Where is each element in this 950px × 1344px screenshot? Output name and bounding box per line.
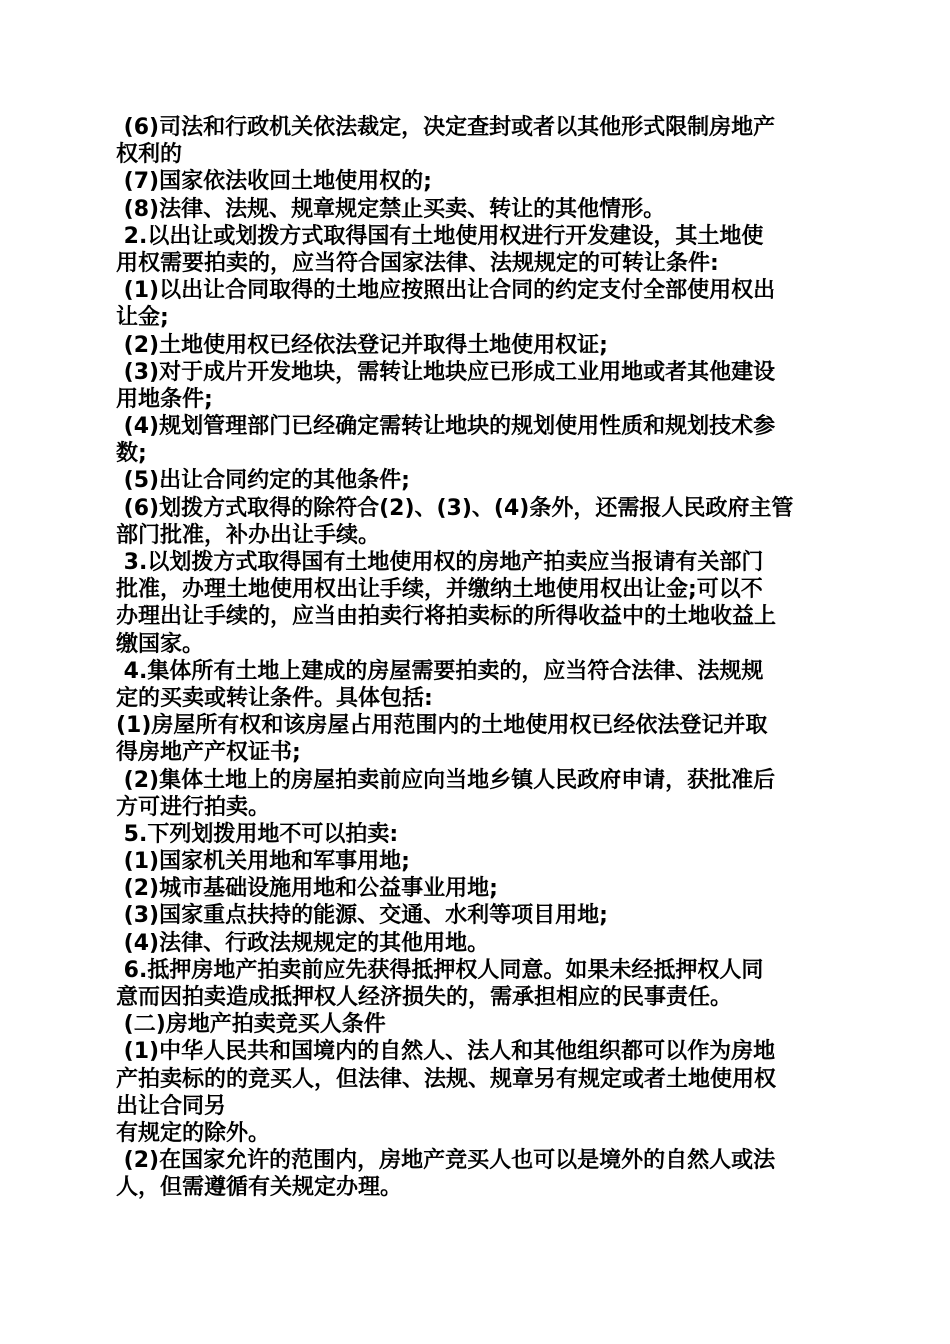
- text-line: (1)房屋所有权和该房屋占用范围内的土地使用权已经依法登记并取: [116, 713, 768, 739]
- text-line: (1)中华人民共和国境内的自然人、法人和其他组织都可以作为房地: [116, 1039, 776, 1065]
- text-line: (4)法律、行政法规规定的其他用地。: [116, 930, 490, 956]
- text-line: 产拍卖标的的竞买人，但法律、法规、规章另有规定或者土地使用权: [116, 1066, 777, 1092]
- text-line: 办理出让手续的，应当由拍卖行将拍卖标的所得收益中的土地收益上: [116, 604, 777, 630]
- text-line: 用地条件;: [116, 386, 213, 412]
- text-line: 批准，办理土地使用权出让手续，并缴纳土地使用权出让金;可以不: [116, 577, 763, 603]
- text-line: 数;: [116, 441, 147, 467]
- text-line: (6)司法和行政机关依法裁定，决定查封或者以其他形式限制房地产: [116, 115, 776, 140]
- text-line: 2.以出让或划拨方式取得国有土地使用权进行开发建设，其土地使: [116, 223, 764, 249]
- text-line: 6.抵押房地产拍卖前应先获得抵押权人同意。如果未经抵押权人同: [116, 957, 764, 983]
- text-line: (2)城市基础设施用地和公益事业用地;: [116, 876, 498, 902]
- text-line: 缴国家。: [116, 631, 205, 657]
- text-line: (8)法律、法规、规章规定禁止买卖、转让的其他情形。: [116, 196, 666, 222]
- text-line: 意而因拍卖造成抵押权人经济损失的，需承担相应的民事责任。: [116, 985, 733, 1010]
- text-line: 得房地产产权证书;: [116, 740, 301, 766]
- text-line: (4)规划管理部门已经确定需转让地块的规划使用性质和规划技术参: [116, 414, 776, 440]
- text-line: 定的买卖或转让条件。具体包括:: [116, 685, 433, 711]
- text-line: (二)房地产拍卖竞买人条件: [116, 1012, 386, 1038]
- text-line: (1)以出让合同取得的土地应按照出让合同的约定支付全部使用权出: [116, 278, 776, 304]
- text-line: (3)对于成片开发地块，需转让地块应已形成工业用地或者其他建设: [116, 359, 776, 385]
- text-line: (6)划拨方式取得的除符合(2)、(3)、(4)条外，还需报人民政府主管: [116, 495, 794, 521]
- text-line: (7)国家依法收回土地使用权的;: [116, 169, 432, 195]
- text-line: (2)在国家允许的范围内，房地产竞买人也可以是境外的自然人或法: [116, 1148, 776, 1174]
- document-body: [116, 114, 842, 1202]
- text-line: 用权需要拍卖的，应当符合国家法律、法规规定的可转让条件:: [116, 250, 719, 276]
- text-line: 部门批准，补办出让手续。: [116, 522, 381, 548]
- text-line: 出让合同另: [116, 1093, 227, 1119]
- text-line: (2)集体土地上的房屋拍卖前应向当地乡镇人民政府申请，获批准后: [116, 767, 776, 793]
- text-line: (5)出让合同约定的其他条件;: [116, 468, 410, 494]
- text-line: 人，但需遵循有关规定办理。: [116, 1175, 403, 1201]
- text-line: 权利的: [116, 142, 183, 168]
- text-line: (2)土地使用权已经依法登记并取得土地使用权证;: [116, 332, 608, 358]
- text-line: 方可进行拍卖。: [116, 794, 271, 820]
- text-line: 3.以划拨方式取得国有土地使用权的房地产拍卖应当报请有关部门: [116, 550, 764, 575]
- text-line: (1)国家机关用地和军事用地;: [116, 849, 410, 875]
- text-line: 4.集体所有土地上建成的房屋需要拍卖的，应当符合法律、法规规: [116, 658, 764, 684]
- text-line: 5.下列划拨用地不可以拍卖:: [116, 821, 399, 847]
- text-line: 让金;: [116, 305, 169, 331]
- text-line: (3)国家重点扶持的能源、交通、水利等项目用地;: [116, 903, 608, 929]
- text-line: 有规定的除外。: [116, 1120, 271, 1146]
